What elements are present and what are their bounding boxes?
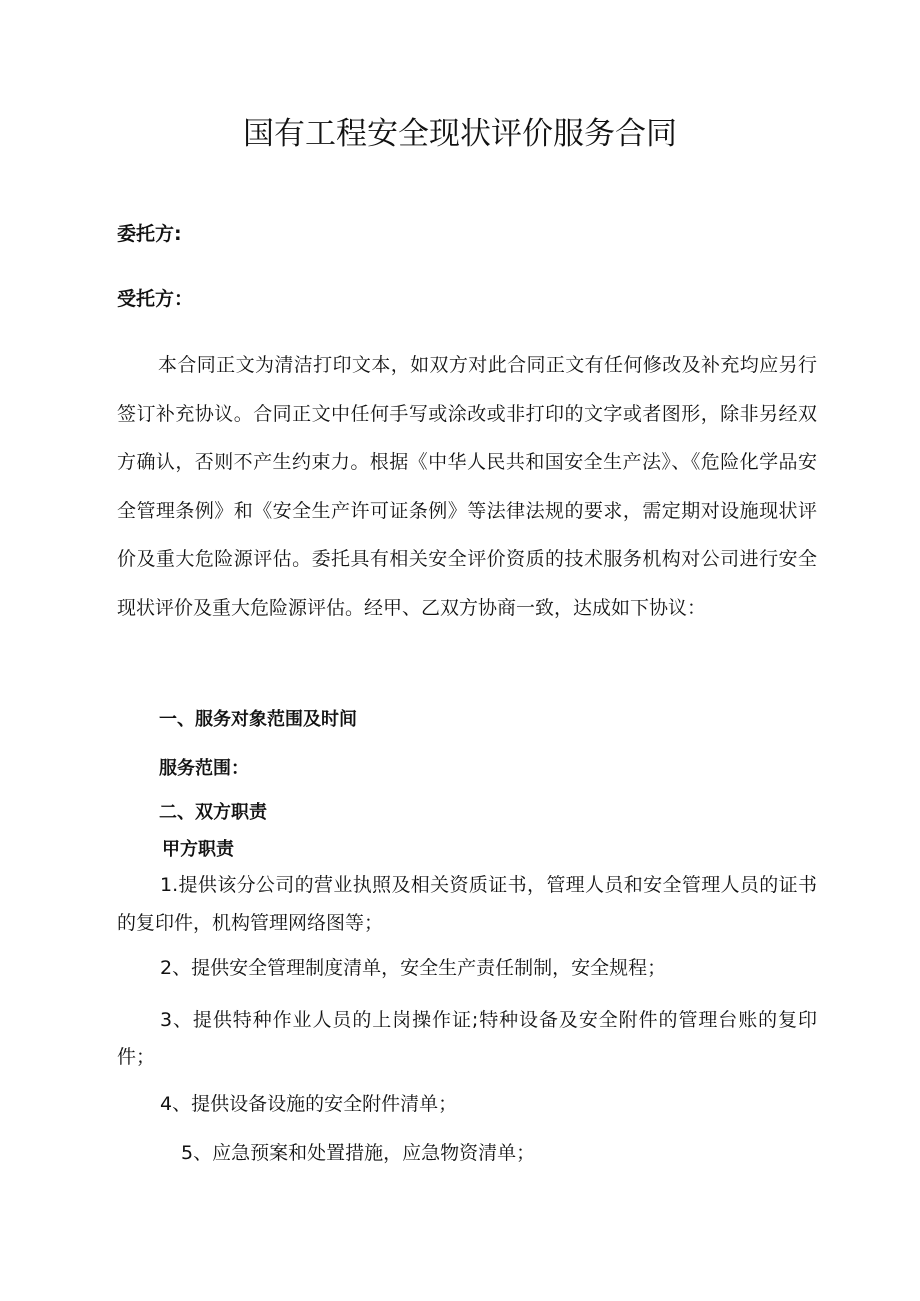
- intro-paragraph: 本合同正文为清洁打印文本，如双方对此合同正文有任何修改及补充均应另行签订补充协议。合同正文中任何手写或涂改或非打印的文字或者图形，除非另经双方确认，否则不产生约束力。根据《中华人民共和国安全生产法》、《危险化学品安全管理条例》和《安全生产许可证条例》等法律法规的要求，需定期对设施现状评价及重大危险源评估。委托具有相关安全评价资质的技术服务机构对公司进行安全现状评价及重大危险源评估。经甲、乙双方协商一致，达成如下协议：: [117, 354, 817, 619]
- service-scope-label: 服务范围：: [159, 758, 249, 779]
- document-title: 国有工程安全现状评价服务合同: [243, 116, 677, 152]
- section-2-heading: 二、双方职责: [159, 802, 267, 823]
- duty-item-4: 4、提供设备设施的安全附件清单；: [160, 1093, 458, 1115]
- duty-item-1: 1.提供该分公司的营业执照及相关资质证书，管理人员和安全管理人员的证书的复印件，机构管理网络图等；: [117, 874, 817, 934]
- section-1-heading: 一、服务对象范围及时间: [159, 709, 357, 730]
- party-a-duties-heading: 甲方职责: [162, 839, 234, 860]
- contractor-label: 受托方：: [117, 288, 194, 310]
- client-label: 委托方:: [117, 223, 182, 245]
- duty-item-5: 5、应急预案和处置措施，应急物资清单；: [181, 1142, 536, 1164]
- duty-item-2: 2、提供安全管理制度清单，安全生产责任制制，安全规程；: [160, 957, 667, 979]
- duty-item-3: 3、提供特种作业人员的上岗操作证;特种设备及安全附件的管理台账的复印件；: [117, 1009, 817, 1068]
